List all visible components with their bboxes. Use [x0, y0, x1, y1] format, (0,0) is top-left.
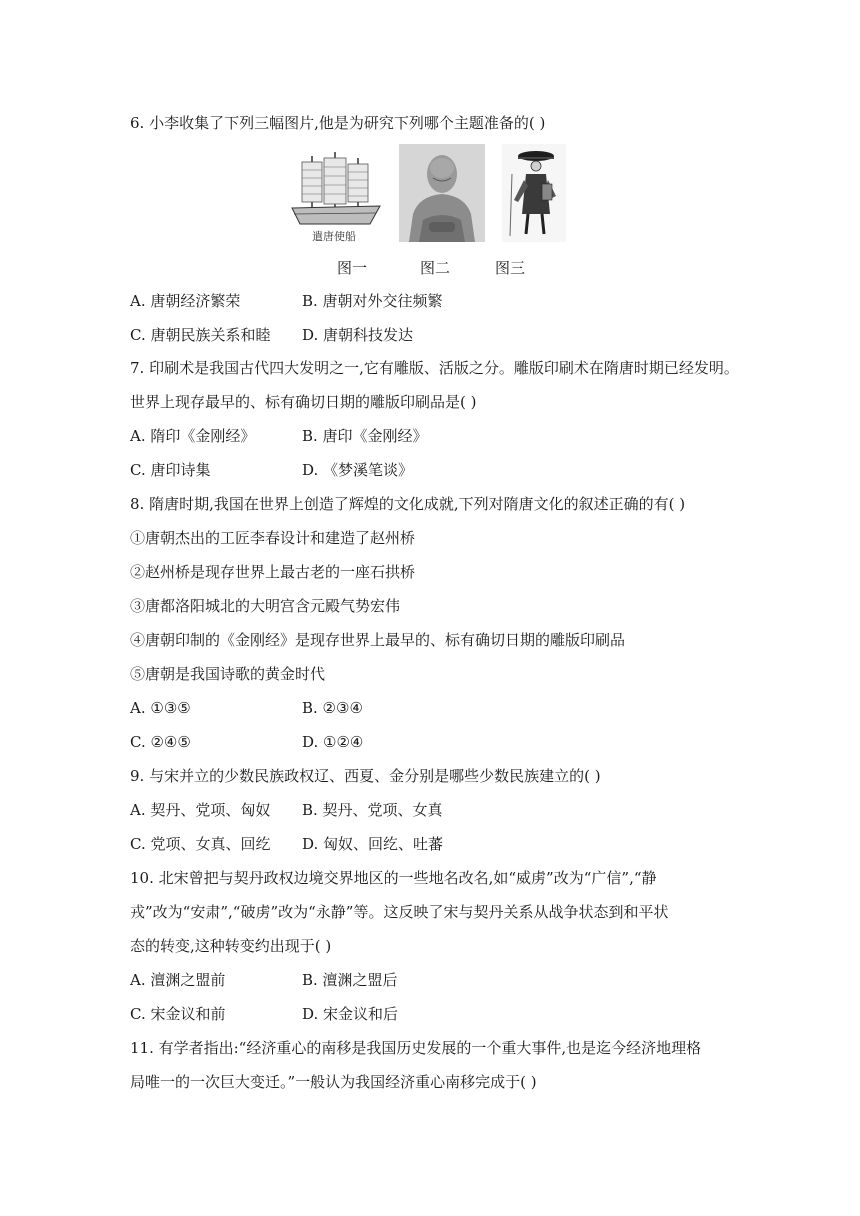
q11-stem-line-2: 局唯一的一次巨大变迁。”一般认为我国经济重心南移完成于( )	[130, 1073, 537, 1091]
q8-option-a[interactable]: A. ①③⑤	[130, 699, 191, 717]
statue-drawing	[399, 144, 485, 242]
q9-option-a[interactable]: A. 契丹、党项、匈奴	[130, 801, 271, 819]
q7-stem-line-1: 7. 印刷术是我国古代四大发明之一,它有雕版、活版之分。雕版印刷术在隋唐时期已经发明。	[130, 359, 739, 377]
q10-option-a[interactable]: A. 澶渊之盟前	[130, 971, 226, 989]
q8-stem: 8. 隋唐时期,我国在世界上创造了辉煌的文化成就,下列对隋唐文化的叙述正确的有( )	[130, 495, 686, 513]
caption-figure-2: 图二	[420, 259, 451, 277]
traveler-drawing	[502, 144, 566, 242]
q7-option-d[interactable]: D. 《梦溪笔谈》	[302, 461, 414, 479]
q10-option-d[interactable]: D. 宋金议和后	[302, 1005, 399, 1023]
q6-option-a[interactable]: A. 唐朝经济繁荣	[130, 292, 241, 310]
q8-statement-2: ②赵州桥是现存世界上最古老的一座石拱桥	[130, 563, 416, 581]
q6-option-d[interactable]: D. 唐朝科技发达	[302, 326, 414, 344]
q10-option-b[interactable]: B. 澶渊之盟后	[302, 971, 398, 989]
q7-option-b[interactable]: B. 唐印《金刚经》	[302, 427, 428, 445]
q10-stem-line-1: 10. 北宋曾把与契丹政权边境交界地区的一些地名改名,如“威虏”改为“广信”,“静	[130, 869, 657, 887]
q8-statement-3: ③唐都洛阳城北的大明宫含元殿气势宏伟	[130, 597, 401, 615]
q8-statement-1: ①唐朝杰出的工匠李春设计和建造了赵州桥	[130, 529, 416, 547]
caption-figure-1: 图一	[337, 259, 368, 277]
q8-option-c[interactable]: C. ②④⑤	[130, 733, 191, 751]
q8-option-d[interactable]: D. ①②④	[302, 733, 364, 751]
caption-figure-3: 图三	[495, 259, 526, 277]
q8-statement-4: ④唐朝印制的《金刚经》是现存世界上最早的、标有确切日期的雕版印刷品	[130, 631, 626, 649]
q10-option-c[interactable]: C. 宋金议和前	[130, 1005, 226, 1023]
q6-stem: 6. 小李收集了下列三幅图片,他是为研究下列哪个主题准备的( )	[130, 114, 546, 132]
q7-option-c[interactable]: C. 唐印诗集	[130, 461, 211, 479]
figure-3-traveler	[502, 144, 566, 242]
figure-2-statue	[399, 144, 485, 242]
q8-statement-5: ⑤唐朝是我国诗歌的黄金时代	[130, 665, 326, 683]
q10-stem-line-3: 态的转变,这种转变约出现于( )	[130, 937, 332, 955]
q6-option-b[interactable]: B. 唐朝对外交往频繁	[302, 292, 443, 310]
q7-option-a[interactable]: A. 隋印《金刚经》	[130, 427, 256, 445]
q9-option-d[interactable]: D. 匈奴、回纥、吐蕃	[302, 835, 444, 853]
q9-option-c[interactable]: C. 党项、女真、回纥	[130, 835, 271, 853]
q8-option-b[interactable]: B. ②③④	[302, 699, 363, 717]
q9-stem: 9. 与宋并立的少数民族政权辽、西夏、金分别是哪些少数民族建立的( )	[130, 767, 601, 785]
figure-1-ship	[290, 148, 382, 244]
ship-label: 遣唐使船	[312, 230, 356, 243]
q7-stem-line-2: 世界上现存最早的、标有确切日期的雕版印刷品是( )	[130, 393, 477, 411]
q6-option-c[interactable]: C. 唐朝民族关系和睦	[130, 326, 271, 344]
q9-option-b[interactable]: B. 契丹、党项、女真	[302, 801, 443, 819]
q11-stem-line-1: 11. 有学者指出:“经济重心的南移是我国历史发展的一个重大事件,也是迄今经济地理格	[130, 1039, 702, 1057]
q10-stem-line-2: 戎”改为“安肃”,“破虏”改为“永静”等。这反映了宋与契丹关系从战争状态到和平状	[130, 903, 669, 921]
